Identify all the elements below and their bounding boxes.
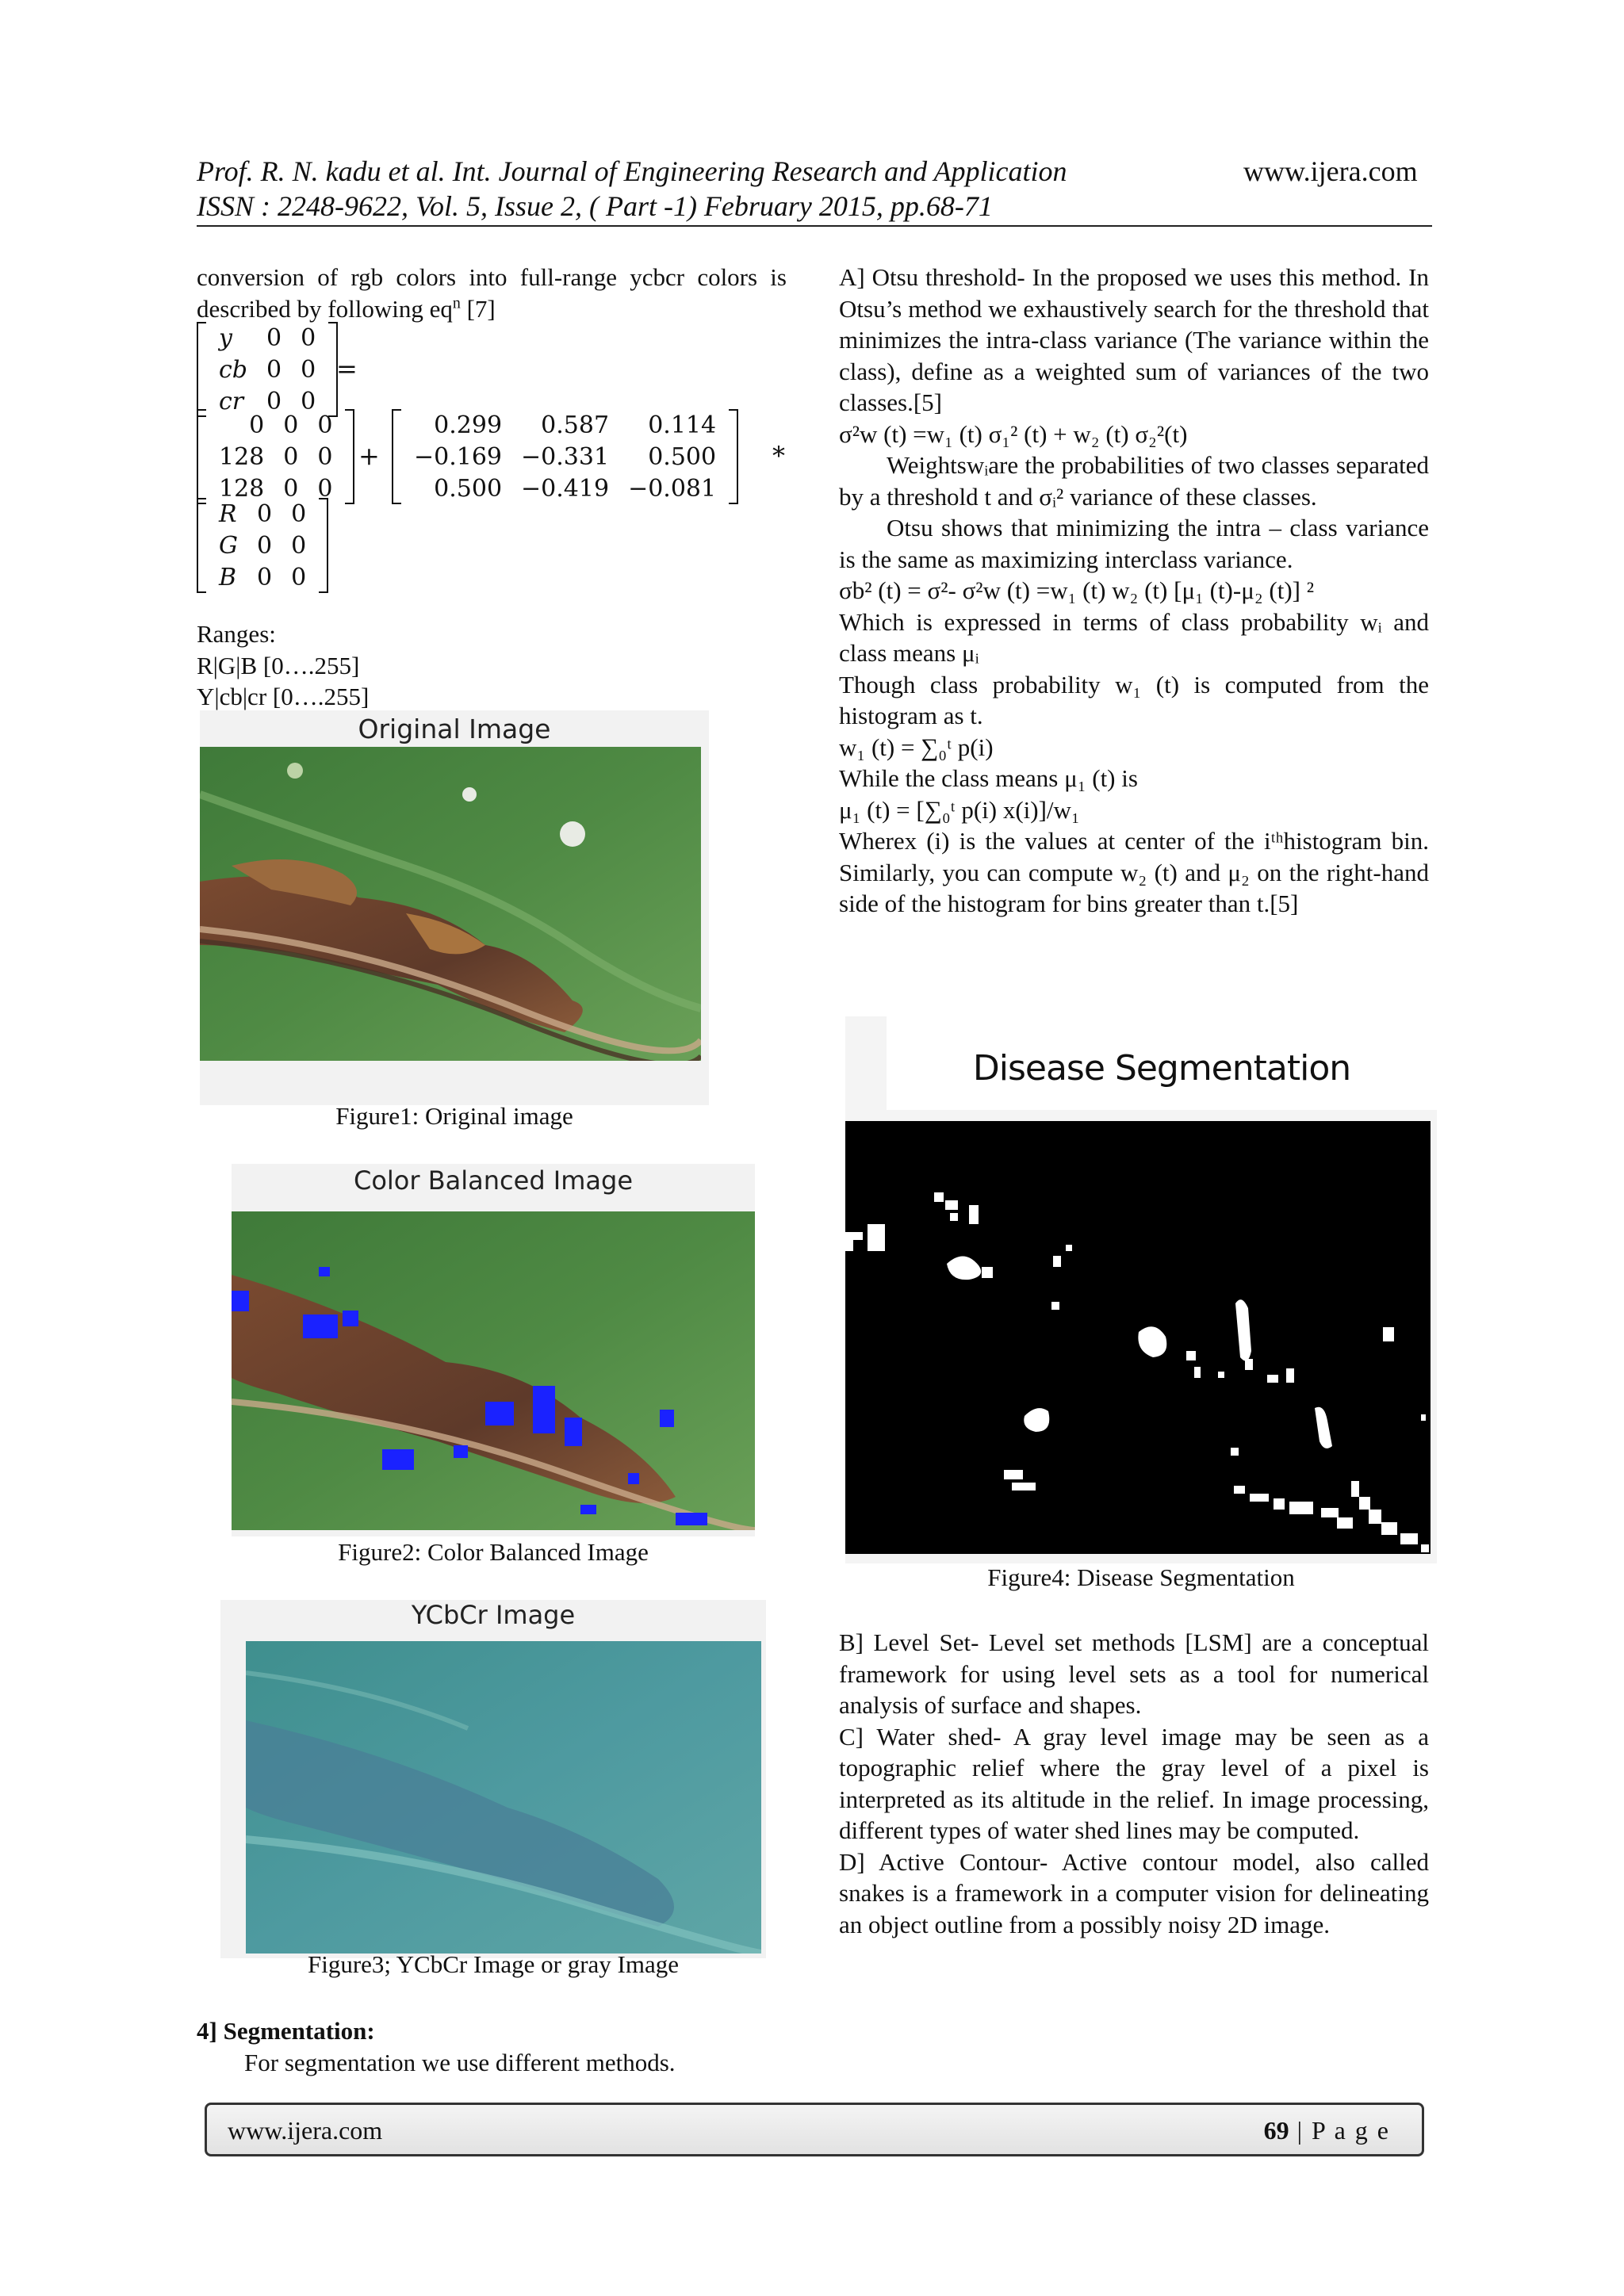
matrix-cell: 0 (301, 323, 316, 352)
water-shed-paragraph: C] Water shed- A gray level image may be seen as a topographic relief where the gray level of a pixel is interpreted as its altitude in the relief. In image processing, different types of water shed lines may be computed. (839, 1722, 1429, 1844)
otsu-equation-1: σ²w (t) =w₁ (t) σ₁² (t) + w₂ (t) σ₂²(t) (839, 419, 1188, 448)
matrix-cell: 0 (256, 563, 273, 591)
matrix-cell: B (219, 563, 237, 591)
matrix-row (209, 322, 325, 354)
segmentation-section (197, 2015, 787, 2078)
intro-paragraph: conversion of rgb colors into full-range ycbcr colors is described by following $eq^n$ [7] (197, 263, 787, 323)
matrix-cell: 0 (283, 411, 299, 439)
methods-section (839, 1627, 1429, 1940)
otsu-section (839, 262, 1429, 920)
matrix-row (404, 441, 726, 473)
matrix-row (404, 409, 726, 441)
figure4-title: Disease Segmentation (972, 1048, 1351, 1089)
matrix-cell: 0.114 (648, 411, 717, 439)
matrix-cell: 0 (266, 323, 282, 352)
matrix-cell: y (219, 323, 232, 352)
matrix-cell: 0 (301, 355, 316, 384)
figure3-title: YCbCr Image (411, 1600, 576, 1630)
matrix-cell: 0 (256, 499, 273, 528)
otsu-equation-3: w₁ (t) = ∑₀ᵗ p(i) (839, 733, 994, 761)
matrix-cell: 0.299 (434, 411, 503, 439)
matrix-cell: 0 (249, 411, 265, 439)
otsu-paragraph-2: Weightswᵢare the probabilities of two classes separated by a threshold t and σᵢ² variance of these classes. (839, 451, 1429, 511)
journal-header-line2: ISSN : 2248-9622, Vol. 5, Issue 2, ( Part -1) February 2015, pp.68-71 (197, 190, 993, 222)
leaf-photo (200, 747, 701, 1061)
matrix-cell: 0 (317, 474, 333, 503)
matrix-cell: 0 (283, 474, 299, 503)
matrix-row (209, 561, 316, 593)
ycbcr-leaf-photo (246, 1641, 761, 1954)
figure3-caption: Figure3; YCbCr Image or gray Image (307, 1950, 680, 1978)
matrix-cell: −0.331 (521, 442, 610, 471)
matrix-cell: 0 (291, 499, 307, 528)
matrix-cell: 0 (266, 355, 282, 384)
matrix-row (209, 498, 316, 530)
matrix-cell: 0 (317, 411, 333, 439)
level-set-paragraph: B] Level Set- Level set methods [LSM] are a conceptual framework for using level sets as a tool for numerical analysis of surface and shapes. (839, 1628, 1429, 1719)
otsu-paragraph-6: While the class means μ₁ (t) is (839, 764, 1138, 792)
matrix-cell: 0 (256, 531, 273, 560)
footer-website: www.ijera.com (228, 2116, 383, 2145)
matrix-cell: 0 (291, 531, 307, 560)
plus-sign: + (358, 441, 380, 471)
matrix-cell: G (219, 531, 238, 560)
matrix-cell: 0.500 (648, 442, 717, 471)
footer-page-label: 69 | P a g e (1263, 2116, 1390, 2145)
header-rule (197, 225, 1432, 227)
matrix-row (209, 354, 325, 385)
equals-sign: = (336, 354, 358, 384)
figure2-caption: Figure2: Color Balanced Image (338, 1538, 649, 1566)
matrix-coefficients (392, 409, 738, 504)
active-contour-paragraph: D] Active Contour- Active contour model, also called snakes is a framework in a computer vision for delineating an object outline from a possibly noisy 2D image. (839, 1847, 1429, 1938)
figure3-ycbcr-image (220, 1600, 766, 1958)
otsu-paragraph-4: Which is expressed in terms of class probability wᵢ and class means μᵢ (839, 607, 1429, 667)
segmentation-heading: 4] Segmentation: (197, 2017, 375, 2045)
matrix-row (209, 409, 342, 441)
figure2-title: Color Balanced Image (353, 1165, 634, 1196)
matrix-cell: R (219, 499, 237, 528)
segmentation-text: For segmentation we use different methods. (244, 2048, 676, 2076)
figure1-caption: Figure1: Original image (335, 1102, 573, 1130)
matrix-cell: cb (219, 355, 248, 384)
color-balanced-leaf-photo (232, 1211, 755, 1530)
journal-header-line1: Prof. R. N. kadu et al. Int. Journal of Engineering Research and Application (197, 155, 1067, 187)
figure1-title: Original Image (358, 714, 551, 744)
matrix-row (404, 473, 726, 504)
journal-website: www.ijera.com (1243, 155, 1418, 187)
matrix-cell: 128 (219, 474, 265, 503)
otsu-equation-4: μ₁ (t) = [∑₀ᵗ p(i) x(i)]/w₁ (839, 795, 1080, 824)
page-footer (205, 2103, 1424, 2156)
matrix-cell: 128 (219, 442, 265, 471)
otsu-equation-2: σb² (t) = σ²- σ²w (t) =w₁ (t) w₂ (t) [μ₁ (t)-μ₂ (t)] ² (839, 576, 1315, 604)
segmentation-mask (845, 1121, 1431, 1554)
matrix-cell: 0.500 (434, 474, 503, 503)
matrix-cell: 0 (301, 387, 316, 415)
matrix-cell: cr (219, 387, 244, 415)
ranges-block: Ranges: R|G|B [0….255] Y|cb|cr [0….255] (197, 620, 370, 710)
otsu-paragraph-7: Wherex (i) is the values at center of the iᵗʰhistogram bin. Similarly, you can compute w₂ (t) and μ₂ on the right-hand side of the histogram for bins greater than t.[5] (839, 827, 1429, 917)
matrix-rgb (197, 498, 328, 593)
matrix-cell: 0 (266, 387, 282, 415)
otsu-paragraph-3: Otsu shows that minimizing the intra – class variance is the same as maximizing interclass variance. (839, 514, 1429, 573)
page-number: 69 (1263, 2116, 1289, 2145)
matrix-cell: 0 (283, 442, 299, 471)
matrix-ycbcr (197, 322, 338, 417)
matrix-row (209, 441, 342, 473)
matrix-cell: 0 (317, 442, 333, 471)
matrix-cell: −0.081 (628, 474, 717, 503)
matrix-cell: −0.419 (521, 474, 610, 503)
matrix-cell: 0.587 (541, 411, 610, 439)
otsu-paragraph-5: Though class probability w₁ (t) is computed from the histogram as t. (839, 670, 1429, 729)
matrix-offset (197, 409, 354, 504)
figure4-disease-segmentation (845, 1016, 1437, 1563)
multiply-sign: * (772, 441, 785, 471)
figure1-original-image (200, 710, 709, 1105)
figure2-color-balanced-image (232, 1164, 755, 1536)
figure4-caption: Figure4: Disease Segmentation (987, 1563, 1295, 1591)
matrix-row (209, 530, 316, 561)
otsu-paragraph-1: A] Otsu threshold- In the proposed we uses this method. In Otsu’s method we exhaustively search for the threshold that minimizes the intra-class variance (The variance within the class), define as a weighted sum of variances of the two classes.[5] (839, 263, 1429, 416)
matrix-cell: 0 (291, 563, 307, 591)
matrix-cell: −0.169 (414, 442, 503, 471)
